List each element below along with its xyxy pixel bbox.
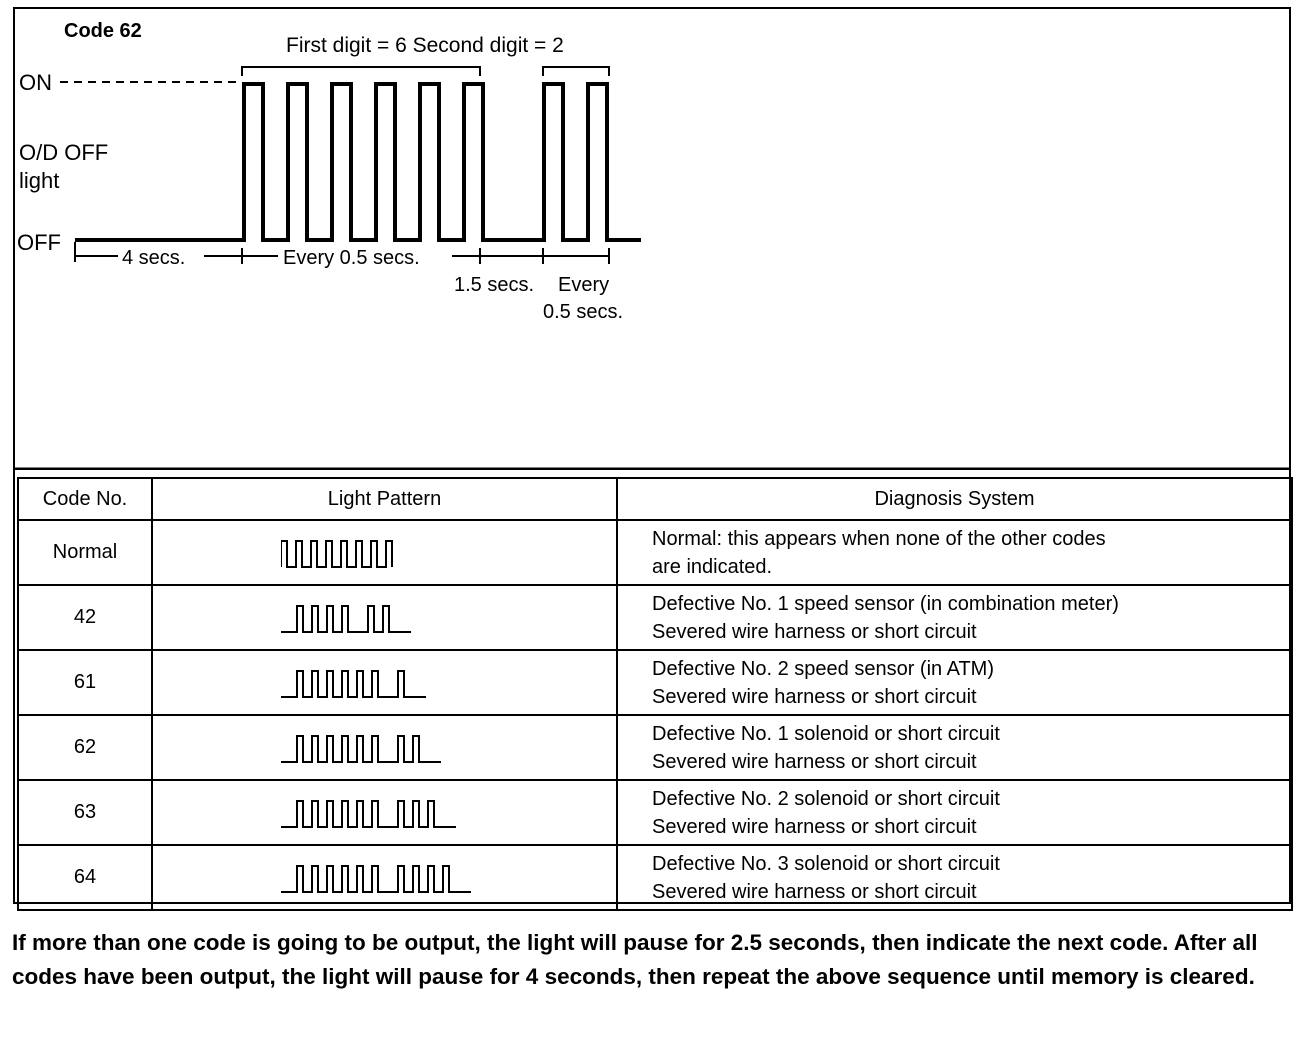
- diagnosis-line: Defective No. 1 speed sensor (in combination meter): [652, 592, 1119, 615]
- interval-4s-label: 4 secs.: [122, 247, 186, 269]
- table-row: [18, 520, 1292, 585]
- interval-every-b-line2: 0.5 secs.: [543, 301, 624, 323]
- diagnosis-line: Defective No. 2 solenoid or short circuit: [652, 787, 1000, 810]
- light-pattern-waveform: [281, 598, 521, 638]
- table-row: [18, 650, 1292, 715]
- table-header-row: [18, 478, 1292, 520]
- light-pattern-cell: [152, 715, 617, 780]
- signal-waveform: [75, 84, 641, 240]
- pulse-line: [281, 866, 471, 892]
- diagnosis-line: Defective No. 2 speed sensor (in ATM): [652, 657, 994, 680]
- code-number: 61: [18, 650, 152, 715]
- pulse-line: [281, 801, 456, 827]
- diagnosis-line: Normal: this appears when none of the other codes: [652, 527, 1106, 550]
- diagnosis-line: Severed wire harness or short circuit: [652, 815, 977, 838]
- first-digit-bracket: [242, 67, 480, 76]
- diagnosis-line: Severed wire harness or short circuit: [652, 880, 977, 903]
- diagnosis-line: Severed wire harness or short circuit: [652, 685, 977, 708]
- light-pattern-cell: [152, 520, 617, 585]
- pulse-line: [281, 606, 411, 632]
- code-number: Normal: [18, 520, 152, 585]
- diagnosis-cell: [617, 650, 1292, 715]
- light-pattern-waveform: [281, 858, 521, 898]
- column-header-diagnosis: Diagnosis System: [617, 478, 1292, 520]
- code-number: 42: [18, 585, 152, 650]
- light-pattern-cell: [152, 585, 617, 650]
- interval-15s-label: 1.5 secs.: [454, 274, 535, 296]
- footnote: If more than one code is going to be output, the light will pause for 2.5 seconds, then indicate the next code. After all codes have been output, the light will pause for 4 seconds, then repeat the above sequence until memory is cleared.: [12, 930, 1258, 989]
- pulse-line: [281, 541, 392, 567]
- light-pattern-waveform: [281, 793, 521, 833]
- off-label: OFF: [17, 230, 61, 255]
- light-label-line1: O/D OFF: [19, 140, 109, 165]
- diagnosis-cell: [617, 585, 1292, 650]
- digit-caption: First digit = 6 Second digit = 2: [286, 34, 564, 57]
- light-pattern-waveform: [281, 663, 521, 703]
- diagnosis-line: Defective No. 3 solenoid or short circuit: [652, 852, 1000, 875]
- second-digit-bracket: [543, 67, 609, 76]
- code-number: 63: [18, 780, 152, 845]
- interval-every-label: Every 0.5 secs.: [283, 247, 420, 269]
- light-label-line2: light: [19, 168, 60, 193]
- diagnosis-cell: [617, 780, 1292, 845]
- table-row: [18, 845, 1292, 910]
- pulse-line: [281, 736, 441, 762]
- on-label: ON: [19, 70, 52, 95]
- code-table: [17, 477, 1293, 911]
- diagnosis-line: Severed wire harness or short circuit: [652, 620, 977, 643]
- diagnosis-cell: [617, 715, 1292, 780]
- pulse-line: [281, 671, 426, 697]
- interval-every-b-line1: Every: [558, 274, 610, 296]
- column-header-code: Code No.: [18, 478, 152, 520]
- diagnosis-line: Defective No. 1 solenoid or short circuit: [652, 722, 1000, 745]
- diagnosis-cell: [617, 845, 1292, 910]
- column-header-pattern: Light Pattern: [152, 478, 617, 520]
- code-number: 62: [18, 715, 152, 780]
- light-pattern-waveform: [281, 728, 521, 768]
- code-number: 64: [18, 845, 152, 910]
- code-label: Code 62: [64, 20, 142, 42]
- diagnosis-line: Severed wire harness or short circuit: [652, 750, 977, 773]
- light-pattern-cell: [152, 845, 617, 910]
- timing-diagram: [0, 0, 1312, 470]
- diagnosis-line: are indicated.: [652, 555, 773, 578]
- table-row: [18, 715, 1292, 780]
- table-row: [18, 585, 1292, 650]
- diagnosis-cell: [617, 520, 1292, 585]
- light-pattern-cell: [152, 650, 617, 715]
- light-pattern-waveform: [281, 533, 521, 573]
- table-row: [18, 780, 1292, 845]
- light-pattern-cell: [152, 780, 617, 845]
